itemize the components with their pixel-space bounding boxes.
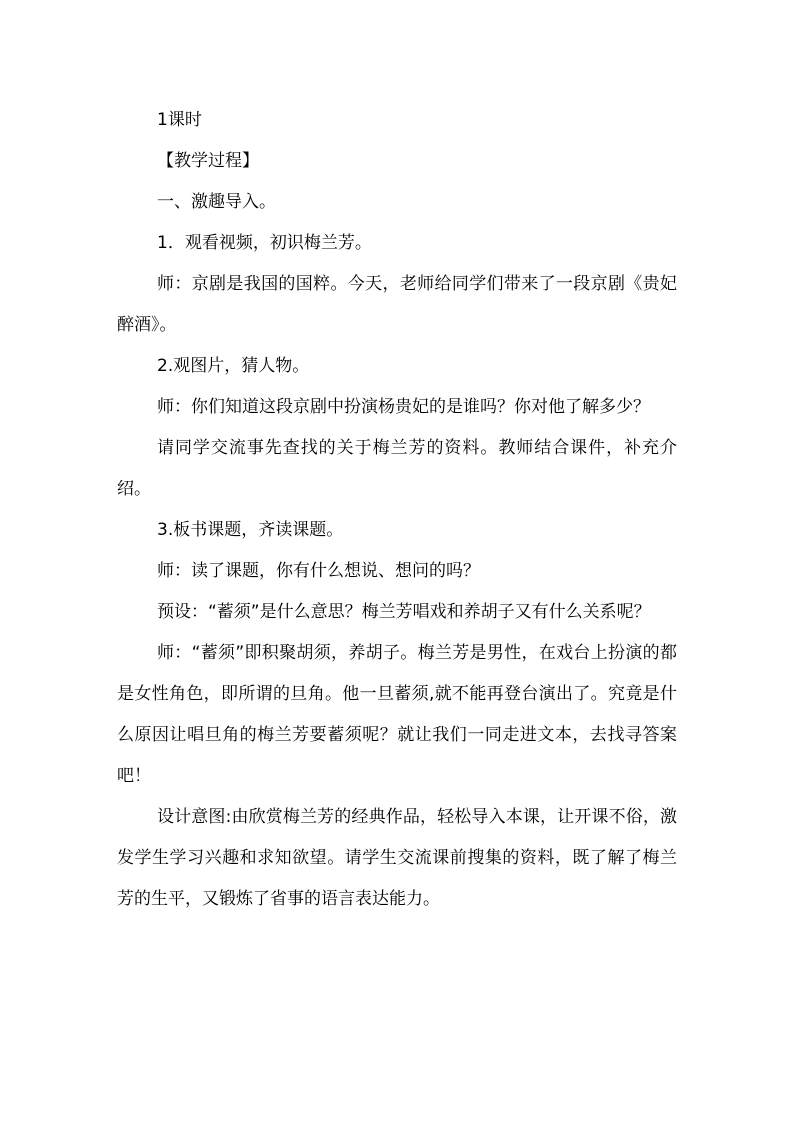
teacher-line-questions: 师：读了课题，你有什么想说、想问的吗？ — [157, 561, 480, 581]
document-body — [117, 100, 677, 920]
teacher-line-peking-opera: 师：京剧是我国的国粹。今天，老师给同学们带来了一段京剧《贵妃醉酒》。 — [117, 274, 677, 335]
design-intent: 设计意图:由欣赏梅兰芳的经典作品，轻松导入本课，让开课不俗，激发学生学习兴趣和求知欲望。请学生交流课前搜集的资料，既了解了梅兰芳的生平，又锻炼了省事的语言表达能力。 — [117, 807, 677, 909]
teacher-line-who-plays: 师：你们知道这段京剧中扮演杨贵妃的是谁吗？你对他了解多少？ — [157, 397, 650, 417]
step-heading-intro: 一、激趣导入。 — [157, 192, 276, 212]
substep-watch-video: 1．观看视频，初识梅兰芳。 — [157, 233, 372, 253]
student-exchange-materials: 请同学交流事先查找的关于梅兰芳的资料。教师结合课件，补充介绍。 — [117, 438, 677, 499]
preset-question: 预设：“蓄须”是什么意思？梅兰芳唱戏和养胡子又有什么关系呢？ — [157, 602, 651, 622]
substep-write-title: 3.板书课题，齐读课题。 — [157, 520, 344, 540]
lesson-hours: 1课时 — [157, 110, 202, 130]
teacher-line-explain-beard: 师：“蓄须”即积聚胡须，养胡子。梅兰芳是男性，在戏台上扮演的都是女性角色，即所谓的旦角。他一旦蓄须,就不能再登台演出了。究竟是什么原因让唱旦角的梅兰芳要蓄须呢？就让我们一同走进文本，去找寻答案吧！ — [117, 643, 677, 786]
section-heading-teaching-process: 【教学过程】 — [157, 151, 259, 171]
substep-guess-person: 2.观图片，猜人物。 — [157, 356, 310, 376]
